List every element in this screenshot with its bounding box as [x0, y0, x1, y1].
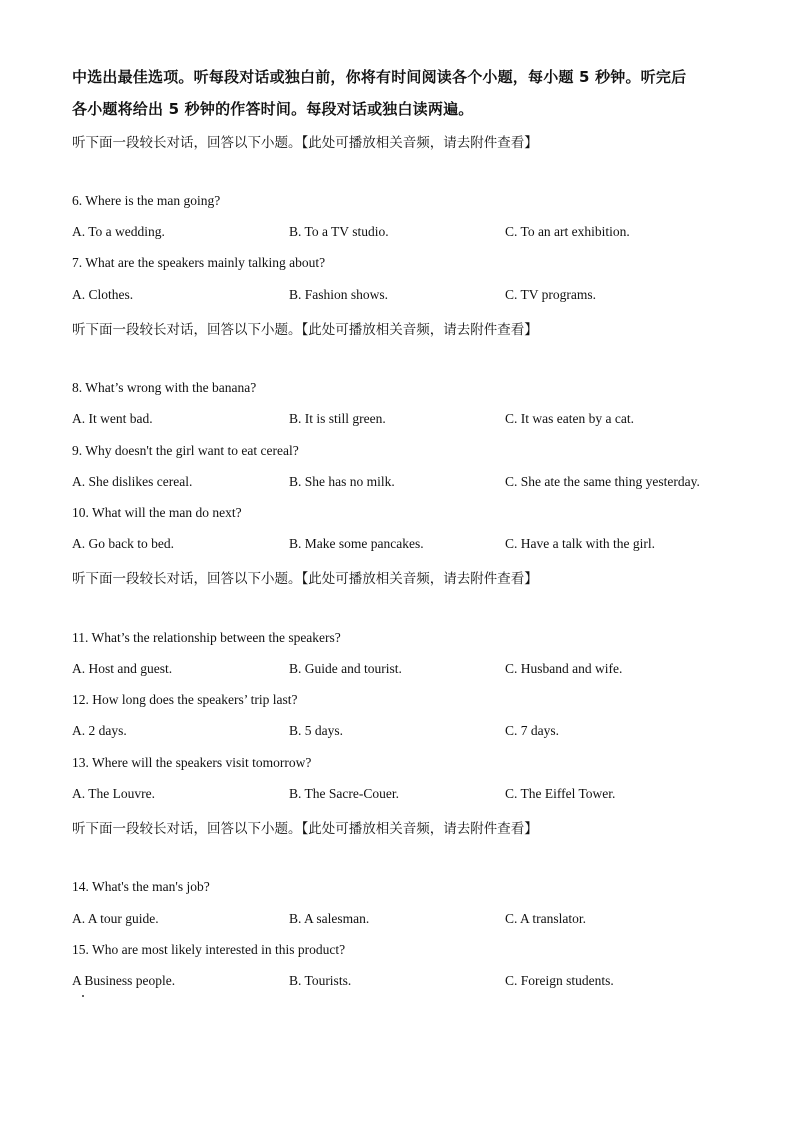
- option-b: B. Tourists.: [289, 973, 352, 988]
- question-6: 6. Where is the man going?: [72, 193, 221, 208]
- option-c: C. To an art exhibition.: [505, 224, 630, 239]
- option-a: A. She dislikes cereal.: [72, 474, 193, 489]
- question-9: 9. Why doesn't the girl want to eat cereal?: [72, 443, 299, 458]
- question-13: 13. Where will the speakers visit tomorrow?: [72, 755, 312, 770]
- option-a: A. Clothes.: [72, 287, 134, 302]
- option-a: A. A tour guide.: [72, 911, 159, 926]
- option-b: B. To a TV studio.: [289, 224, 389, 239]
- question-15: 15. Who are most likely interested in this product?: [72, 942, 346, 957]
- option-b: B. She has no milk.: [289, 474, 395, 489]
- section-heading: 听下面一段较长对话，回答以下小题。【此处可播放相关音频，请去附件查看】: [72, 322, 538, 338]
- section-heading: 听下面一段较长对话，回答以下小题。【此处可播放相关音频，请去附件查看】: [72, 571, 538, 587]
- question-11: 11. What’s the relationship between the speakers?: [72, 630, 341, 645]
- option-c: C. Foreign students.: [505, 973, 614, 988]
- option-c: C. The Eiffel Tower.: [505, 786, 616, 801]
- option-a: A. Go back to bed.: [72, 536, 174, 551]
- option-b: B. Guide and tourist.: [289, 661, 402, 676]
- question-14: 14. What's the man's job?: [72, 879, 210, 894]
- question-8: 8. What’s wrong with the banana?: [72, 380, 257, 395]
- option-b: B. 5 days.: [289, 723, 343, 738]
- option-c: C. A translator.: [505, 911, 586, 926]
- option-b: B. It is still green.: [289, 411, 386, 426]
- question-12: 12. How long does the speakers’ trip last?: [72, 692, 298, 707]
- option-c: C. It was eaten by a cat.: [505, 411, 634, 426]
- option-b: B. The Sacre-Couer.: [289, 786, 399, 801]
- section-heading: 听下面一段较长对话，回答以下小题。【此处可播放相关音频，请去附件查看】: [72, 821, 538, 837]
- stray-dot: [82, 995, 84, 997]
- option-c: C. Have a talk with the girl.: [505, 536, 655, 551]
- option-a: A Business people.: [72, 973, 176, 988]
- instructions-line-2: 各小题将给出 5 秒钟的作答时间。每段对话或独白读两遍。: [72, 100, 474, 118]
- question-10: 10. What will the man do next?: [72, 505, 242, 520]
- option-b: B. Make some pancakes.: [289, 536, 424, 551]
- option-c: C. Husband and wife.: [505, 661, 623, 676]
- option-c: C. 7 days.: [505, 723, 559, 738]
- option-c: C. TV programs.: [505, 287, 596, 302]
- option-a: A. 2 days.: [72, 723, 127, 738]
- option-a: A. The Louvre.: [72, 786, 155, 801]
- option-b: B. Fashion shows.: [289, 287, 389, 302]
- instructions-line-1: 中选出最佳选项。听每段对话或独白前，你将有时间阅读各个小题，每小题 5 秒钟。听完后: [72, 68, 687, 86]
- option-a: A. To a wedding.: [72, 224, 165, 239]
- option-b: B. A salesman.: [289, 911, 370, 926]
- option-c: C. She ate the same thing yesterday.: [505, 474, 700, 489]
- section-heading: 听下面一段较长对话，回答以下小题。【此处可播放相关音频，请去附件查看】: [72, 135, 538, 151]
- option-a: A. It went bad.: [72, 411, 153, 426]
- question-7: 7. What are the speakers mainly talking about?: [72, 255, 326, 270]
- option-a: A. Host and guest.: [72, 661, 173, 676]
